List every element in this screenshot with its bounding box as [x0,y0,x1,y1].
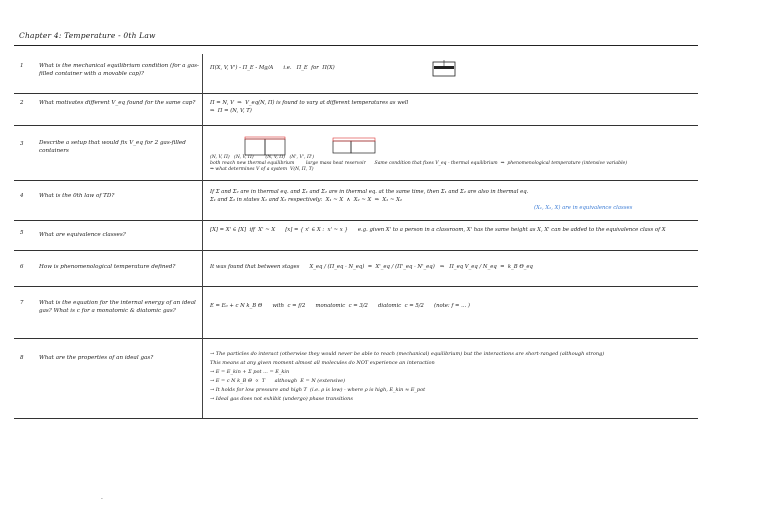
table-row [14,54,698,94]
row-note: (X₁, X₂, X) are in equivalence classes [534,205,633,211]
title-divider [14,45,698,46]
table-row [14,286,698,339]
row-question: What are equivalence classes? [39,232,126,238]
table-row [14,250,698,287]
table-row [14,125,698,181]
row-answer: [X] = X' ∈ [X] iff X' ~ X [x] = { x' ∈ X : x' ~ x } e.g. given X' to a person in a classroom, X' has the same height as X, X' can be added to the equivalence class of X [210,227,666,233]
row-answer: It was found that between stages X_eq / (Π_eq · N_eq) = X'_eq / (Π'_eq · N'_eq) ⇒ Π_eq V_eq / N_eq = k_B Θ_eq [210,264,533,270]
row-number: 7 [20,300,24,306]
container-sketch [431,60,457,78]
column-divider [202,286,203,338]
row-question: What motivates different V_eq found for the same cap? [39,100,196,106]
row-number: 3 [20,141,24,147]
row-number: 5 [20,230,24,236]
row-question: Describe a setup that would fix V_eq for 2 gas-filled containers [39,140,186,154]
table-row [14,338,698,419]
row-question: What is the equation for the internal energy of an ideal gas? What is c for a monatomic & diatomic gas? [39,300,196,314]
column-divider [202,338,203,418]
row-number: 1 [20,63,24,69]
row-question: What is the mechanical equilibrium condition (for a gas-filled container with a movable cap)? [39,63,199,77]
row-question: What are the properties of an ideal gas? [39,355,154,361]
row-question: How is phenomenological temperature defined? [39,264,176,270]
page-title: Chapter 4: Temperature - 0th Law [19,31,156,40]
table-row [14,180,698,221]
row-answer: E = E₀ + c N k_B Θ with c = f/2 monatomic c = 3/2 diatomic c = 5/2 (note: f = ... ) [210,303,470,309]
column-divider [202,54,203,93]
row-answer: (N, V, Π) (N, V, Π) (N, V, Π) (N', V', Π') both reach new thermal equilibrium large mass heat reservoir Same condition that fixes V_eq - thermal equilibrium ⇒ phenomenological temperature (intensive variable) ⇒ what determines V of a system V(N, Π, T) [210,155,628,172]
row-number: 6 [20,264,24,270]
column-divider [202,180,203,220]
column-divider [202,250,203,286]
table-row [14,93,698,126]
table-row [14,220,698,251]
column-divider [202,125,203,180]
row-answer: → The particles do interact (otherwise they would never be able to reach (mechanical) equilibrium) but the interactions are short-ranged (although strong) This means at any given moment almost all molecules do NOT experience an interaction → E = E_kin + Σ pot ... = E_kin → E = c N k_B Θ ∝ T although E = N (extensive) → It holds for low pressure and high T (i.e. ρ is low) - where ρ is high, E_kin ≈ E_pot → Ideal gas does not exhibit (undergo) phase transitions [210,351,605,402]
column-divider [202,220,203,250]
column-divider [202,93,203,125]
row-number: 8 [20,355,24,361]
row-number: 2 [20,100,24,106]
row-answer: Π = N, V ⇒ V_eq(N, Π) is found to vary at different temperatures as well ⇒ Π = (N, V, T) [210,100,409,114]
stray-mark: · [101,496,103,503]
row-question: What is the 0th law of TD? [39,193,115,199]
row-answer: Π(X, V, V') - Π_E - Mg/A i.e. Π_E for Π(X) [210,65,335,71]
row-number: 4 [20,193,24,199]
row-answer: If Σ and Σ₂ are in thermal eq. and Σ₁ and Σ₂ are in thermal eq. at the same time, then Σ₁ and Σ₂ are also in thermal eq. Σ₁ and Σ₂ in states X₁ and X₂ respectively: X₁ ~ X ∧ X₂ ~ X ⇒ X₁ ~ X₂ [210,189,529,203]
